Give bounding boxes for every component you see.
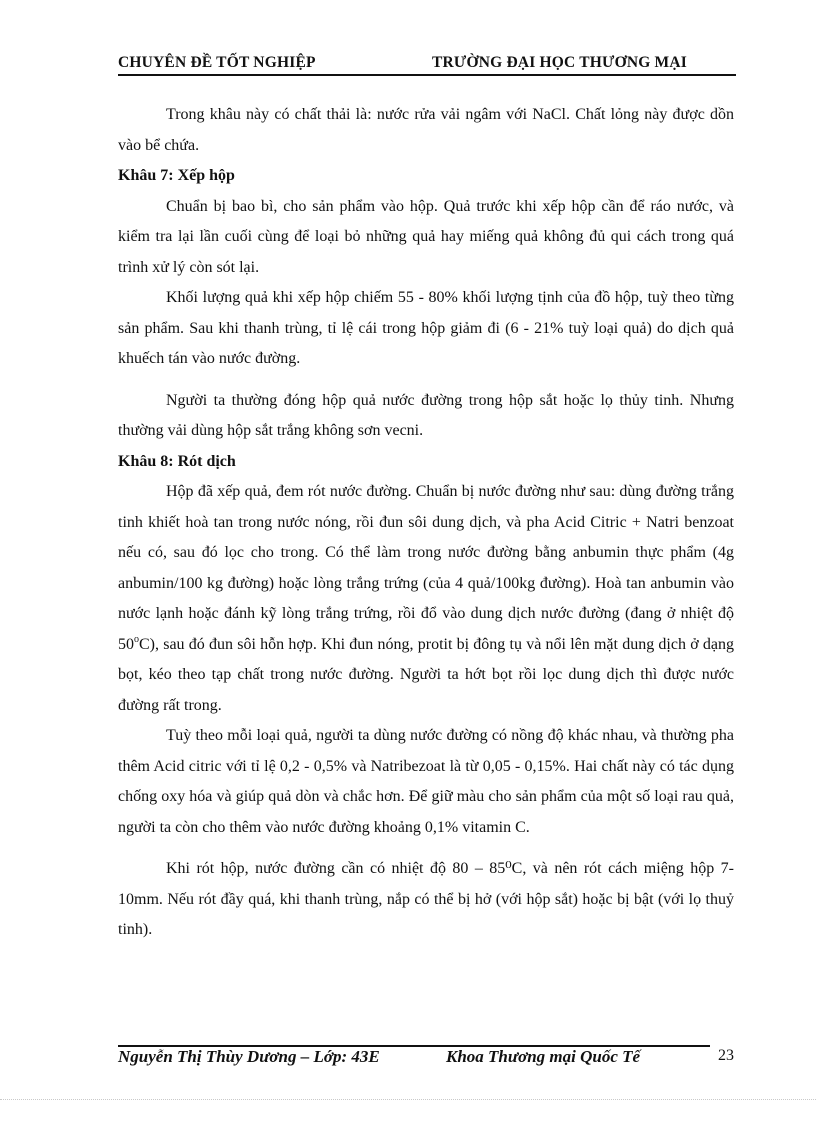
page-header (118, 52, 736, 76)
page-bottom-dotted-line (0, 1099, 816, 1100)
header-university: TRƯỜNG ĐẠI HỌC THƯƠNG MẠI (432, 54, 688, 71)
header-thesis-title: CHUYÊN ĐỀ TỐT NGHIỆP (118, 54, 316, 71)
paragraph-syrup-concentration: Tuỳ theo mỗi loại quả, người ta dùng nước đường có nồng độ khác nhau, và thường pha thêm Acid citric với tỉ lệ 0,2 - 0,5% và Natribezoat là từ 0,05 - 0,15%. Hai chất này có tác dụng chống oxy hóa và giúp quả dòn và chắc hơn. Để giữ màu cho sản phẩm của một số loại rau quả, người ta còn cho thêm vào nước đường khoảng 0,1% vitamin C. (118, 727, 734, 836)
footer-department: Khoa Thương mại Quốc Tế (446, 1047, 641, 1066)
paragraph-waste: Trong khâu này có chất thải là: nước rửa vải ngâm với NaCl. Chất lỏng này được dồn vào bể chứa. (118, 106, 734, 154)
syrup-text-part-1: Hộp đã xếp quả, đem rót nước đường. Chuẩn bị nước đường như sau: dùng đường trắng tinh khiết hoà tan trong nước nóng, rồi đun sôi dung dịch, và pha Acid Citric + Natri benzoat nếu có, sau đó lọc cho trong. Có thể làm trong nước đường bằng anbumin thực phẩm (4g anbumin/100 kg đường) hoặc lòng trắng trứng (của 4 quả/100kg đường). Hoà tan anbumin vào nước lạnh hoặc đánh kỹ lòng trắng trứng, rồi đổ vào dung dịch nước đường (đang ở nhiệt độ 50 (118, 483, 734, 653)
paragraph-filling: Khi rót hộp, nước đường cần có nhiệt độ 80 – 85⁰C, và nên rót cách miệng hộp 7-10mm. Nếu rót đầy quá, khi thanh trùng, nắp có thể bị hở (với hộp sắt) hoặc bị bật (với lọ thuỷ tinh). (118, 860, 734, 938)
paragraph-container-type: Người ta thường đóng hộp quả nước đường trong hộp sắt hoặc lọ thủy tinh. Nhưng thường vải dùng hộp sắt trắng không sơn vecni. (118, 391, 734, 439)
heading-step-8: Khâu 8: Rót dịch (118, 452, 236, 470)
page-number: 23 (718, 1047, 734, 1064)
footer-author: Nguyễn Thị Thùy Dương – Lớp: 43E (118, 1047, 380, 1066)
heading-step-7: Khâu 7: Xếp hộp (118, 167, 235, 184)
paragraph-packaging: Chuẩn bị bao bì, cho sản phẩm vào hộp. Quả trước khi xếp hộp cần để ráo nước, và kiểm tra lại lần cuối cùng để loại bỏ những quả hay miếng quả không đủ qui cách trong quá trình xử lý còn sót lại. (118, 197, 734, 276)
document-body (118, 100, 734, 946)
paragraph-fruit-mass: Khối lượng quả khi xếp hộp chiếm 55 - 80% khối lượng tịnh của đồ hộp, tuỳ theo từng sản phẩm. Sau khi thanh trùng, tỉ lệ cái trong hộp giảm đi (6 - 21% tuỳ loại quả) do dịch quả khuếch tán vào nước đường. (118, 289, 734, 367)
syrup-text-part-2: C), sau đó đun sôi hỗn hợp. Khi đun nóng, protit bị đông tụ và nổi lên mặt dung dịch ở dạng bọt, kéo theo tạp chất trong nước đường. Người ta hớt bọt rồi lọc dung dịch thì được nước đường rất trong. (118, 635, 734, 714)
paragraph-syrup-preparation (118, 477, 734, 721)
degree-superscript: o (134, 633, 139, 645)
